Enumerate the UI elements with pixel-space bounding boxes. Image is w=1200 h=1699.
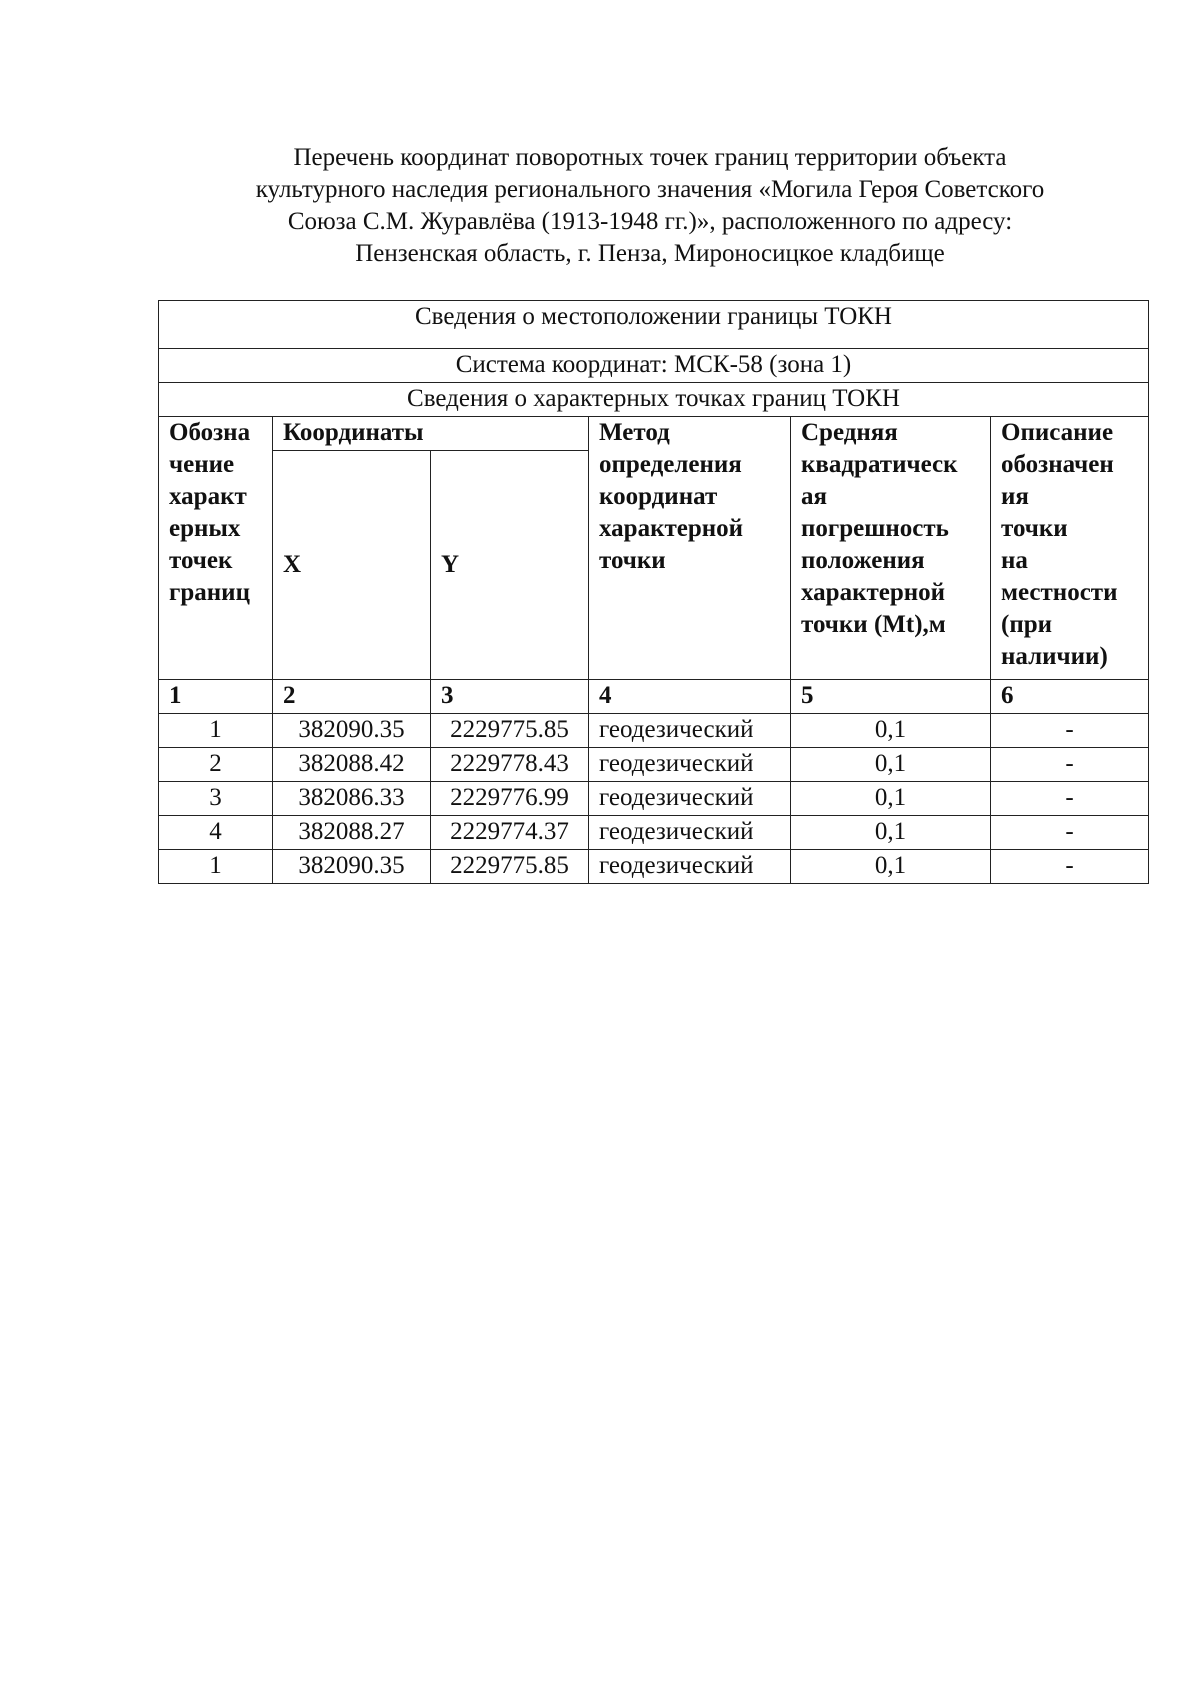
header-text: на — [1001, 547, 1028, 574]
column-number-row — [159, 680, 1149, 714]
header-text: координат — [599, 483, 718, 510]
cell-y: 2229776.99 — [431, 782, 589, 816]
table-row — [159, 782, 1149, 816]
cell-x: 382090.35 — [273, 714, 431, 748]
column-number: 2 — [273, 680, 431, 714]
header-text: точек — [169, 547, 233, 574]
cell-method: геодезический — [589, 850, 791, 884]
header-x: X — [273, 451, 431, 680]
table-row — [159, 714, 1149, 748]
cell-point: 4 — [159, 816, 273, 850]
header-text: ая — [801, 483, 828, 510]
header-method — [589, 417, 791, 680]
cell-method: геодезический — [589, 748, 791, 782]
header-text: характ — [169, 483, 247, 510]
header-text: местности — [1001, 579, 1118, 606]
header-mean-error — [791, 417, 991, 680]
title-line: Перечень координат поворотных точек границ территории объекта — [293, 144, 1007, 171]
header-coordinates: Координаты — [273, 417, 589, 451]
header-text: наличии) — [1001, 643, 1108, 670]
cell-x: 382090.35 — [273, 850, 431, 884]
header-text: границ — [169, 579, 250, 606]
cell-method: геодезический — [589, 782, 791, 816]
cell-description: - — [991, 782, 1149, 816]
cell-y: 2229778.43 — [431, 748, 589, 782]
header-text: характерной — [801, 579, 946, 606]
cell-description: - — [991, 748, 1149, 782]
cell-point: 2 — [159, 748, 273, 782]
cell-y: 2229775.85 — [431, 850, 589, 884]
column-number: 4 — [589, 680, 791, 714]
coordinates-table — [158, 300, 1149, 884]
header-text: квадратическ — [801, 451, 958, 478]
cell-mt: 0,1 — [791, 714, 991, 748]
column-number: 6 — [991, 680, 1149, 714]
cell-description: - — [991, 714, 1149, 748]
header-text: точки (Mt),м — [801, 611, 946, 638]
title-line: Союза С.М. Журавлёва (1913-1948 гг.)», расположенного по адресу: — [287, 208, 1013, 235]
cell-point: 1 — [159, 850, 273, 884]
header-y: Y — [431, 451, 589, 680]
coord-system: Система координат: МСК-58 (зона 1) — [159, 349, 1149, 383]
header-text: точки — [1001, 515, 1068, 542]
column-number: 1 — [159, 680, 273, 714]
header-text: ерных — [169, 515, 241, 542]
header-text: точки — [599, 547, 666, 574]
header-point-designation — [159, 417, 273, 680]
cell-mt: 0,1 — [791, 816, 991, 850]
cell-x: 382088.27 — [273, 816, 431, 850]
header-text: Обозна — [169, 419, 251, 446]
header-text: Средняя — [801, 419, 898, 446]
cell-method: геодезический — [589, 714, 791, 748]
cell-description: - — [991, 850, 1149, 884]
cell-y: 2229775.85 — [431, 714, 589, 748]
header-text: ия — [1001, 483, 1029, 510]
section-header: Сведения о местоположении границы ТОКН — [159, 301, 1149, 349]
table-row — [159, 850, 1149, 884]
column-number: 5 — [791, 680, 991, 714]
header-text: обозначен — [1001, 451, 1114, 478]
header-text: (при — [1001, 611, 1053, 638]
header-text: погрешность — [801, 515, 949, 542]
header-text: Описание — [1001, 419, 1114, 446]
column-number: 3 — [431, 680, 589, 714]
header-text: характерной — [599, 515, 744, 542]
header-text-justified — [1001, 481, 1138, 545]
cell-x: 382086.33 — [273, 782, 431, 816]
header-description — [991, 417, 1149, 680]
title-line: Пензенская область, г. Пенза, Мироносицкое кладбище — [355, 240, 945, 267]
cell-mt: 0,1 — [791, 850, 991, 884]
cell-point: 3 — [159, 782, 273, 816]
cell-mt: 0,1 — [791, 748, 991, 782]
header-text: Метод — [599, 419, 670, 446]
table-row — [159, 816, 1149, 850]
cell-mt: 0,1 — [791, 782, 991, 816]
title-line: культурного наследия регионального значения «Могила Героя Советского — [255, 176, 1045, 203]
header-text: положения — [801, 547, 925, 574]
cell-description: - — [991, 816, 1149, 850]
cell-method: геодезический — [589, 816, 791, 850]
cell-y: 2229774.37 — [431, 816, 589, 850]
table-row — [159, 748, 1149, 782]
cell-point: 1 — [159, 714, 273, 748]
points-header: Сведения о характерных точках границ ТОКН — [159, 383, 1149, 417]
header-text: чение — [169, 451, 235, 478]
header-text: определения — [599, 451, 742, 478]
document-title — [160, 142, 1140, 270]
cell-x: 382088.42 — [273, 748, 431, 782]
